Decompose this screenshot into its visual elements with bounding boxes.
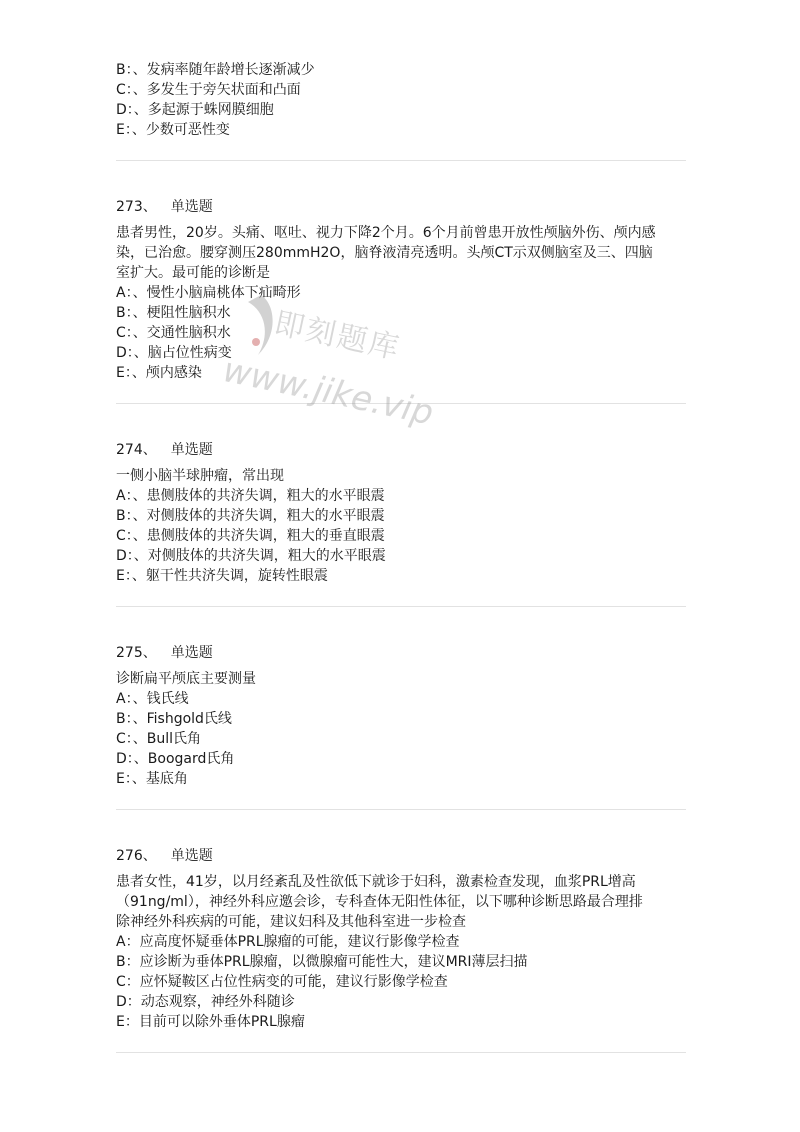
option-c: C：应怀疑鞍区占位性病变的可能，建议行影像学检查 bbox=[116, 974, 448, 990]
watermark-url: www.jike.vip bbox=[219, 350, 437, 434]
question-stem: 室扩大。最可能的诊断是 bbox=[116, 265, 270, 281]
question-276 bbox=[116, 846, 686, 1032]
question-stem: 诊断扁平颅底主要测量 bbox=[116, 671, 256, 687]
question-stem: 患者女性，41岁，以月经紊乱及性欲低下就诊于妇科，激素检查发现，血浆PRL增高 bbox=[116, 874, 636, 890]
watermark-brand: 即刻题库 bbox=[271, 305, 404, 367]
question-number: 274、 bbox=[116, 442, 157, 458]
option-e: E：、基底角 bbox=[116, 771, 188, 787]
option-d: D：、对侧肢体的共济失调，粗大的水平眼震 bbox=[116, 548, 386, 564]
option-e: E：、少数可恶性变 bbox=[116, 122, 230, 138]
option-e: E：目前可以除外垂体PRL腺瘤 bbox=[116, 1014, 305, 1030]
option-b: B：、梗阻性脑积水 bbox=[116, 305, 231, 321]
option-c: C：、交通性脑积水 bbox=[116, 325, 231, 341]
question-number: 276、 bbox=[116, 848, 157, 864]
question-stem: （91ng/ml），神经外科应邀会诊，专科查体无阳性体征，以下哪种诊断思路最合理排 bbox=[116, 894, 643, 910]
option-a: A：、钱氏线 bbox=[116, 691, 189, 707]
question-274 bbox=[116, 440, 686, 586]
option-b: B：、对侧肢体的共济失调，粗大的水平眼震 bbox=[116, 508, 385, 524]
question-number: 273、 bbox=[116, 199, 157, 215]
option-c: C：、Bull氏角 bbox=[116, 731, 202, 747]
question-stem: 染，已治愈。腰穿测压280mmH2O，脑脊液清亮透明。头颅CT示双侧脑室及三、四脑 bbox=[116, 245, 653, 261]
option-e: E：、颅内感染 bbox=[116, 365, 202, 381]
question-header bbox=[116, 846, 686, 866]
option-c: C：、多发生于旁矢状面和凸面 bbox=[116, 82, 301, 98]
question-stem: 一侧小脑半球肿瘤，常出现 bbox=[116, 468, 284, 484]
question-273 bbox=[116, 197, 686, 383]
option-e: E：、躯干性共济失调，旋转性眼震 bbox=[116, 568, 328, 584]
option-d: D：、脑占位性病变 bbox=[116, 345, 232, 361]
option-d: D：、多起源于蛛网膜细胞 bbox=[116, 102, 274, 118]
question-header bbox=[116, 197, 686, 217]
document-page bbox=[116, 60, 686, 1053]
option-d: D：动态观察，神经外科随诊 bbox=[116, 994, 295, 1010]
question-type: 单选题 bbox=[170, 848, 213, 864]
option-b: B：应诊断为垂体PRL腺瘤，以微腺瘤可能性大，建议MRI薄层扫描 bbox=[116, 954, 528, 970]
question-stem: 除神经外科疾病的可能，建议妇科及其他科室进一步检查 bbox=[116, 914, 466, 930]
question-275 bbox=[116, 643, 686, 789]
option-b: B：、发病率随年龄增长逐渐减少 bbox=[116, 62, 315, 78]
divider bbox=[116, 1052, 686, 1053]
question-type: 单选题 bbox=[170, 442, 213, 458]
option-a: A：、慢性小脑扁桃体下疝畸形 bbox=[116, 285, 301, 301]
previous-question-options bbox=[116, 60, 686, 140]
question-number: 275、 bbox=[116, 645, 157, 661]
question-type: 单选题 bbox=[170, 645, 213, 661]
question-stem: 患者男性，20岁。头痛、呕吐、视力下降2个月。6个月前曾患开放性颅脑外伤、颅内感 bbox=[116, 225, 656, 241]
question-header bbox=[116, 440, 686, 460]
option-c: C：、患侧肢体的共济失调，粗大的垂直眼震 bbox=[116, 528, 385, 544]
question-type: 单选题 bbox=[170, 199, 213, 215]
option-b: B：、Fishgold氏线 bbox=[116, 711, 232, 727]
option-d: D：、Boogard氏角 bbox=[116, 751, 235, 767]
option-a: A：、患侧肢体的共济失调，粗大的水平眼震 bbox=[116, 488, 385, 504]
question-header bbox=[116, 643, 686, 663]
option-a: A：应高度怀疑垂体PRL腺瘤的可能，建议行影像学检查 bbox=[116, 934, 460, 950]
